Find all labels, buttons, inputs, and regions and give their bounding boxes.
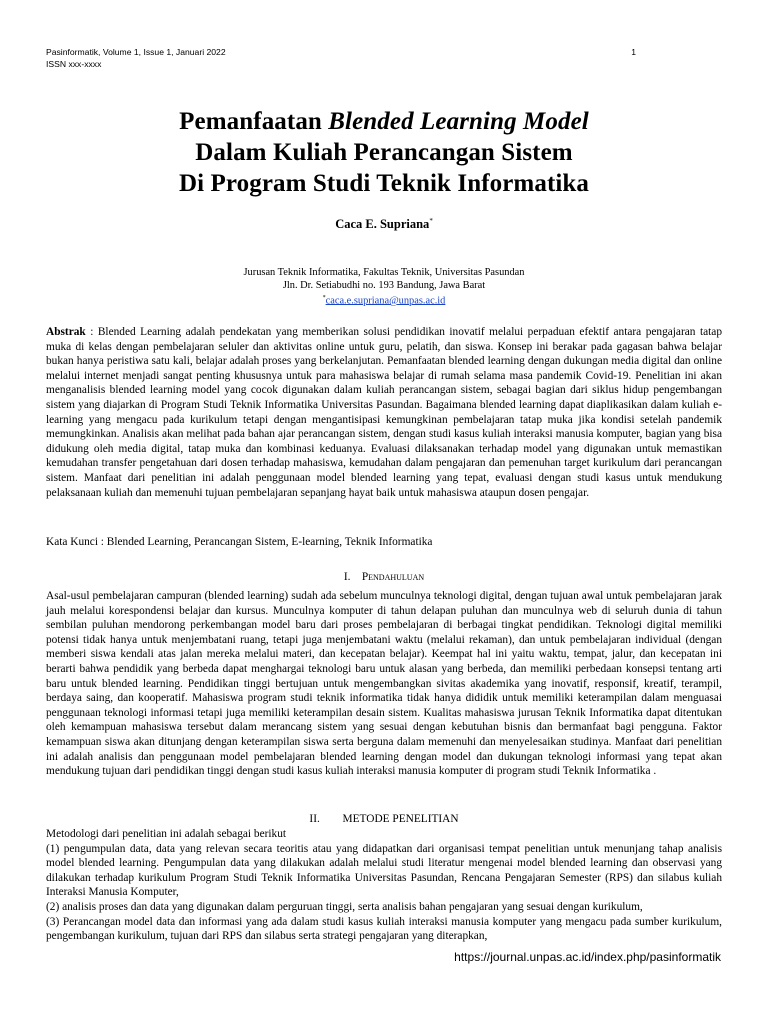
journal-info: Pasinformatik, Volume 1, Issue 1, Januari 2022 (46, 47, 226, 57)
running-header (46, 46, 636, 70)
title-line-1: Pemanfaatan Blended Learning Model (179, 108, 589, 135)
introduction-paragraph: Asal-usul pembelajaran campuran (blended learning) sudah ada sebelum munculnya teknologi digital, dengan tujuan awal untuk pembelajaran jarak jauh melalui korespondensi belajar dan kursus. Munculnya komputer di tahun delapan puluhan dan munculnya web di seluruh dunia di tahun sembilan puluhan mendorong perkembangan model baru dari proses pembelajaran di berbagai tingkat pendidikan. Teknologi digital memiliki potensi tidak hanya untuk menjembatani ruang, tetapi juga menjembatani waktu (melalui rekaman), dan untuk pembelajaran individual (dengan memberi siswa kendali atas jalan mereka melalui materi, dan kecepatan belajar). Keempat hal ini yaitu waktu, tempat, jalur, dan kecepatan ini berarti bahwa pendidik yang berbeda dapat menghargai teknologi baru untuk alasan yang berbeda, dan memiliki perbedaan konsepsi tentang arti baru untuk blended learning. Pendidikan tinggi bertujuan untuk mengembangkan sivitas akademika yang inovatif, responsif, kreatif, terampil, berdaya saing, dan kooperatif. Mahasiswa program studi teknik informatika tidak hanya dididik untuk memiliki keterampilan dalam menguasai penggunaan teknologi informasi tetapi juga memiliki keterampilan desain sistem. Kualitas mahasiswa jurusan Teknik Informatika dapat ditentukan oleh kemampuan mahasiswa tersebut dalam merancang sistem yang sesuai dengan kebutuhan bisnis dan bermanfaat bagi pengguna. Faktor kemampuan siswa akan ditunjang dengan keterampilan siswa serta berguna dalam memenuhi dan menyelesaikan studinya. Manfaat dari penelitian ini adalah analisis dan penggunaan model pembelajaran blended learning dengan model dan dukungan teknologi informasi yang tepat akan mendukung tujuan dari pendidikan tinggi dengan studi kasus kuliah interaksi manusia komputer di program studi Teknik Informatika . (46, 590, 722, 778)
method-section (46, 827, 722, 944)
issn: ISSN xxx-xxxx (46, 59, 102, 69)
paper-title (0, 106, 768, 199)
abstract (46, 325, 722, 500)
section-heading-introduction: I. Pendahuluan (343, 571, 425, 583)
abstract-label: Abstrak (46, 326, 86, 338)
author: Caca E. Supriana* (335, 217, 433, 232)
section-heading-method: II. METODE PENELITIAN (309, 813, 459, 825)
affiliation: Jurusan Teknik Informatika, Fakultas Teknik, Universitas Pasundan Jln. Dr. Setiabudhi no. 193 Bandung, Jawa Barat *caca.e.supriana@unpas.ac.id (243, 267, 525, 307)
method-intro: Metodologi dari penelitian ini adalah sebagai berikut (46, 828, 287, 840)
footer-url-link[interactable]: https://journal.unpas.ac.id/index.php/pasinformatik (454, 950, 721, 964)
abstract-text: : Blended Learning adalah pendekatan yang memberikan solusi pendidikan inovatif melalui perpaduan efektif antara pengajaran tatap muka di kelas dengan pembelajaran seluler dan aktivitas online untuk guru, pelatih, dan siswa. Konsep ini berakar pada gagasan bahwa belajar bukan hanya peristiwa satu kali, belajar adalah proses yang berkelanjutan. Pemanfaatan blended learning dengan dukungan media digital dan online melalui internet menjadi sangat penting khususnya untuk para mahasiswa belajar di rumah selama masa pandemik Covid-19. Penelitian ini akan menganalisis blended learning model yang cocok digunakan dalam kuliah perancangan sistem, sebagai bagian dari siklus hidup pengembangan sistem yang diajarkan di Program Studi Teknik Informatika Universitas Pasundan. Bagaimana blended learning dapat diaplikasikan dalam kuliah e-learning yang mengacu pada kurikulum tetapi dengan mengantisipasi kemungkinan pembelajaran tatap muka jika kondisi setelah pandemik memungkinkan. Analisis akan melihat pada bahan ajar perancangan sistem, dengan studi kasus kuliah interaksi manusia komputer, bagian yang bisa didukung oleh media digital, tatap muka dan kombinasi keduanya. Evaluasi dilaksanakan terhadap model yang digunakan untuk memastikan kemudahan transfer pengetahuan dari dosen terhadap mahasiswa, kemudahan dalam pengajaran dan pemenuhan target kurikulum dari perancangan sistem. Manfaat dari penelitian ini adalah penggunaan model blended learning yang tepat, evaluasi dengan studi kasus untuk mendukung pelaksanaan kuliah dan memenuhi tujuan pembelajaran sepanjang hayat baik untuk mahasiswa ataupun dosen pengajar. (46, 326, 722, 499)
method-item: (1) pengumpulan data, data yang relevan secara teoritis atau yang didapatkan dari organisasi tempat penelitian untuk menunjang tahap analisis model blended learning. Pengumpulan data yang dilakukan adalah melalui studi literatur mengenai model blended learning dan observasi yang dilakukan terhadap kurikulum Program Studi Teknik Informatika Universitas Pasundan, Rencana Pengajaran Semester (RPS) dan silabus kuliah Interaksi Manusia Komputer, (46, 842, 722, 899)
method-item: (2) analisis proses dan data yang digunakan dalam perguruan tinggi, serta analisis bahan pengajaran yang sesuai dengan kurikulum, (46, 900, 643, 913)
title-line-2: Dalam Kuliah Perancangan Sistem (195, 139, 573, 166)
keywords: Kata Kunci : Blended Learning, Perancangan Sistem, E-learning, Teknik Informatika (46, 536, 433, 548)
method-item: (3) Perancangan model data dan informasi yang ada dalam studi kasus kuliah interaksi manusia komputer yang mengacu pada sumber kurikulum, pengembangan kurikulum, tujuan dari RPS dan silabus serta strategi pengajaran yang diterapkan, (46, 915, 722, 943)
title-line-3: Di Program Studi Teknik Informatika (178, 170, 590, 197)
author-email-link[interactable]: caca.e.supriana@unpas.ac.id (325, 295, 446, 307)
page-number: 1 (631, 47, 636, 57)
